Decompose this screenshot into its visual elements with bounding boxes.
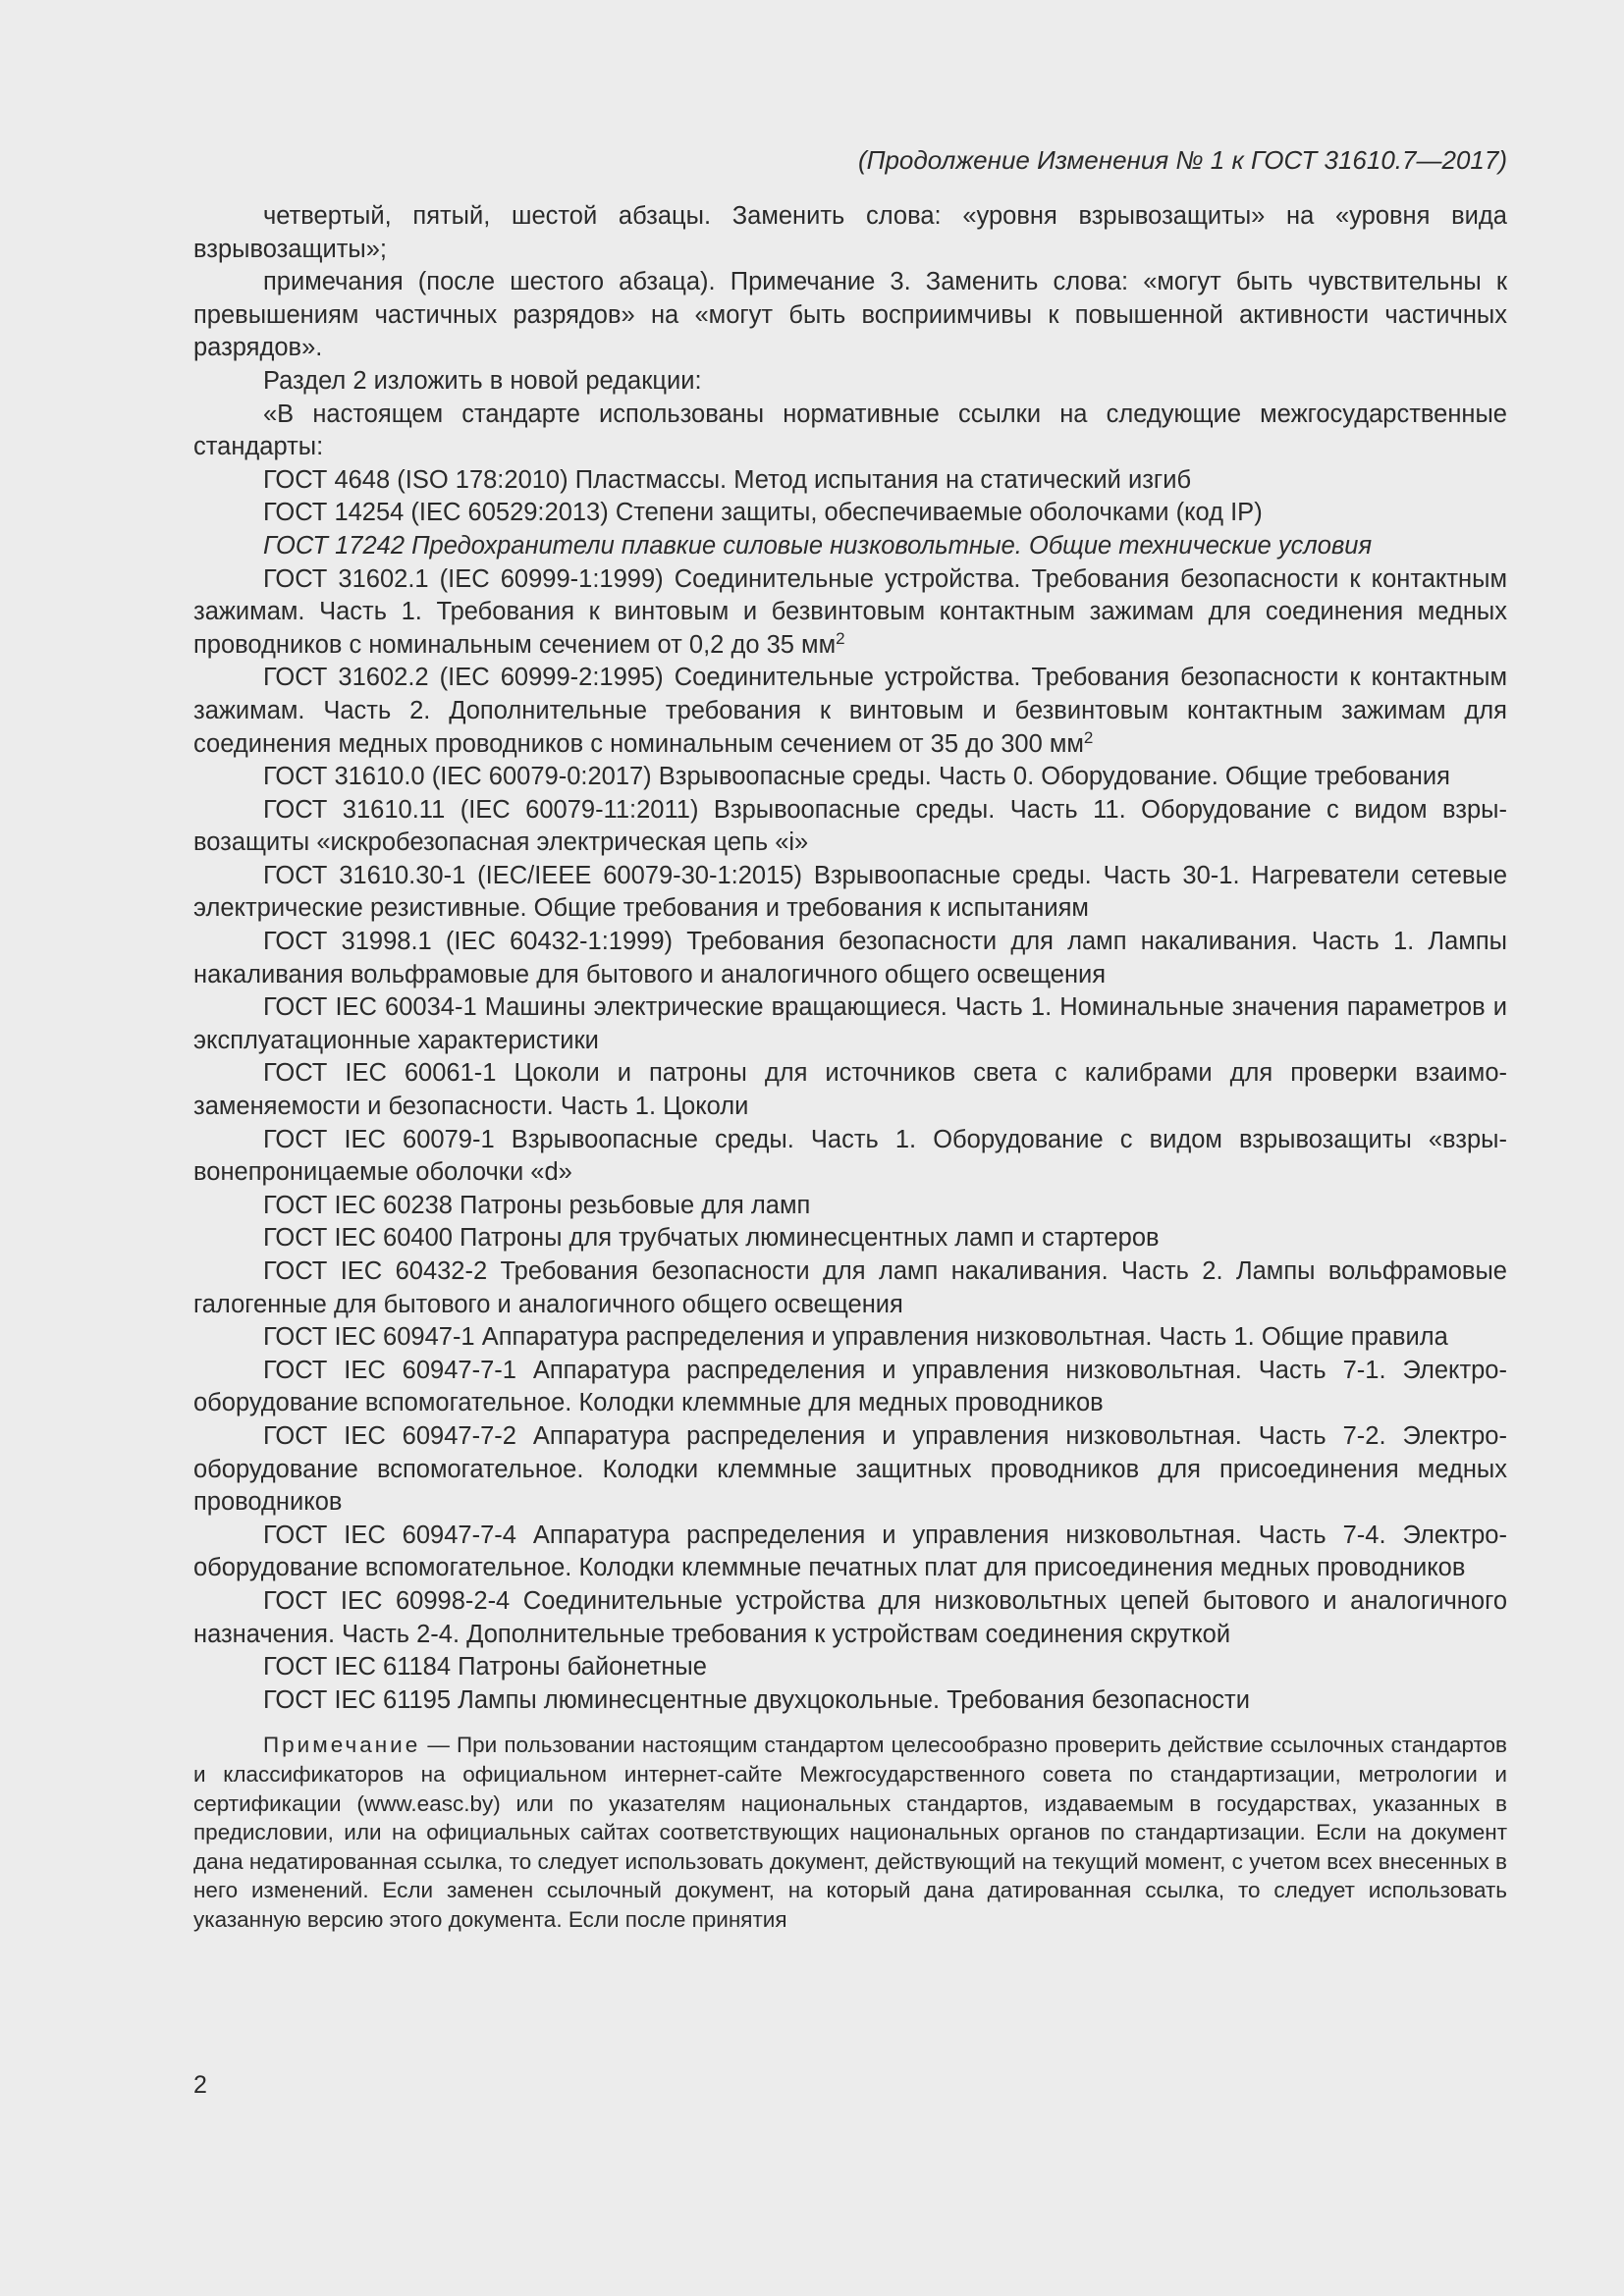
document-body bbox=[193, 200, 1507, 1717]
paragraph bbox=[193, 991, 1507, 1057]
paragraph bbox=[193, 200, 1507, 266]
paragraph-text: ГОСТ IEC 60432-2 Требования безопасности для ламп накаливания. Часть 2. Лампы вольфрамовые галогенные для бытового и аналогичного общего освещения bbox=[193, 1257, 1507, 1318]
note-text: — При пользовании настоящим стандартом целесообразно проверить действие ссылочных стандартов и классификаторов на официальном интернет-сайте Межгосударственного совета по стандартизации, метрологии и сертификации (www.easc.by) или по указателям национальных стандартов, издаваемым в государствах, указанных в предисловии, или на официальных сайтах соответствующих национальных органов по стандартизации. Если на документ дана недатированная ссылка, то следует использовать документ, действующий на текущий момент, с учетом всех внесенных в него изменений. Если заменен ссылочный документ, на который дана датированная ссылка, то следует использовать указанную версию этого документа. Если после принятия bbox=[193, 1733, 1507, 1932]
paragraph-text: ГОСТ 31998.1 (IEC 60432-1:1999) Требования безопасности для ламп накаливания. Часть 1. Лампы накаливания вольфрамовые для бытового и аналогичного общего освещения bbox=[193, 928, 1507, 988]
paragraph bbox=[193, 530, 1507, 563]
paragraph bbox=[193, 365, 1507, 399]
paragraph bbox=[193, 1651, 1507, 1684]
paragraph bbox=[193, 464, 1507, 498]
document-page bbox=[193, 143, 1507, 1934]
paragraph bbox=[193, 860, 1507, 926]
superscript: 2 bbox=[1083, 727, 1094, 747]
paragraph bbox=[193, 1684, 1507, 1718]
paragraph bbox=[193, 1321, 1507, 1355]
paragraph bbox=[193, 1057, 1507, 1123]
paragraph-text: ГОСТ IEC 60061-1 Цоколи и патроны для источников света с калибрами для проверки взаимозаменяемости и безопасности. Часть 1. Цоколи bbox=[193, 1059, 1507, 1121]
paragraph-text: ГОСТ IEC 60947-1 Аппаратура распределения и управления низковольтная. Часть 1. Общие правила bbox=[263, 1323, 1448, 1352]
paragraph bbox=[193, 794, 1507, 860]
paragraph-text: ГОСТ IEC 60947-7-2 Аппаратура распределения и управления низковольтная. Часть 7-2. Электрооборудование вспомогательное. Колодки клеммные защитных проводников для присоединения медных проводников bbox=[193, 1421, 1507, 1517]
paragraph-text: ГОСТ IEC 60998-2-4 Соединительные устройства для низковольтных цепей бытового и аналогичного назначения. Часть 2-4. Дополнительные требования к устройствам соединения скруткой bbox=[193, 1586, 1507, 1648]
paragraph-text: ГОСТ IEC 61184 Патроны байонетные bbox=[263, 1653, 707, 1682]
paragraph-text: ГОСТ 31610.0 (IEC 60079-0:2017) Взрывоопасные среды. Часть 0. Оборудование. Общие требования bbox=[263, 763, 1450, 791]
paragraph-text: ГОСТ 31610.30-1 (IEC/IEEE 60079-30-1:2015) Взрывоопасные среды. Часть 30-1. Нагреватели сетевые электрические резистивные. Общие требования и требования к испытаниям bbox=[193, 861, 1507, 923]
paragraph-text: ГОСТ 14254 (IEC 60529:2013) Степени защиты, обеспечиваемые оболочками (код IP) bbox=[263, 499, 1263, 527]
paragraph-text: ГОСТ IEC 60947-7-1 Аппаратура распределения и управления низковольтная. Часть 7-1. Электрооборудование вспомогательное. Колодки клеммные для медных проводников bbox=[193, 1356, 1507, 1417]
paragraph bbox=[193, 761, 1507, 794]
paragraph-text: ГОСТ IEC 60079-1 Взрывоопасные среды. Часть 1. Оборудование с видом взрывозащиты «взрывонепроницаемые оболочки «d» bbox=[193, 1125, 1507, 1187]
paragraph-text: ГОСТ IEC 60238 Патроны резьбовые для ламп bbox=[263, 1191, 811, 1219]
reference-note bbox=[193, 1731, 1507, 1934]
running-head: (Продолжение Изменения № 1 к ГОСТ 31610.7—2017) bbox=[857, 145, 1507, 175]
paragraph-text: примечания (после шестого абзаца). Примечание 3. Заменить слова: «могут быть чувствительны к превышениям частичных разрядов» на «могут быть восприимчивы к повышенной активности частичных разрядов». bbox=[193, 268, 1507, 362]
paragraph-text: ГОСТ IEC 60400 Патроны для трубчатых люминесцентных ламп и стартеров bbox=[263, 1224, 1160, 1253]
paragraph bbox=[193, 662, 1507, 761]
paragraph bbox=[193, 1124, 1507, 1190]
paragraph-text: ГОСТ 31610.11 (IEC 60079-11:2011) Взрывоопасные среды. Часть 11. Оборудование с видом взрывозащиты «искробезопасная электрическая цепь «i» bbox=[193, 795, 1507, 857]
paragraph-text: ГОСТ IEC 60034-1 Машины электрические вращающиеся. Часть 1. Номинальные значения параметров и эксплуатационные характеристики bbox=[193, 993, 1507, 1054]
paragraph bbox=[193, 1420, 1507, 1520]
paragraph bbox=[193, 1520, 1507, 1585]
paragraph bbox=[193, 266, 1507, 365]
paragraph-text: ГОСТ 31602.2 (IEC 60999-2:1995) Соединительные устройства. Требования безопасности к контактным зажимам. Часть 2. Дополнительные требования к винтовым и безвинтовым контактным зажимам для соединения медных проводников с номинальным сечением от 35 до 300 мм bbox=[193, 664, 1507, 758]
paragraph-text: ГОСТ 31602.1 (IEC 60999-1:1999) Соединительные устройства. Требования безопасности к контактным зажимам. Часть 1. Требования к винтовым и безвинтовым контактным зажимам для соединения медных проводников с номинальным сечением от 0,2 до 35 мм bbox=[193, 564, 1507, 659]
paragraph bbox=[193, 497, 1507, 530]
paragraph-text: Раздел 2 изложить в новой редакции: bbox=[263, 366, 702, 395]
note-label: Примечание bbox=[263, 1733, 421, 1758]
paragraph-text: ГОСТ IEC 61195 Лампы люминесцентные двухцокольные. Требования безопасности bbox=[263, 1685, 1250, 1714]
paragraph-text: ГОСТ 17242 Предохранители плавкие силовые низковольтные. Общие технические условия bbox=[263, 531, 1373, 560]
paragraph bbox=[193, 399, 1507, 464]
superscript: 2 bbox=[836, 628, 845, 648]
paragraph bbox=[193, 1255, 1507, 1321]
paragraph bbox=[193, 1355, 1507, 1420]
paragraph-text: ГОСТ IEC 60947-7-4 Аппаратура распределения и управления низковольтная. Часть 7-4. Электрооборудование вспомогательное. Колодки клеммные печатных плат для присоединения медных проводников bbox=[193, 1521, 1507, 1582]
page-number: 2 bbox=[193, 2071, 207, 2099]
paragraph bbox=[193, 1585, 1507, 1651]
paragraph-text: «В настоящем стандарте использованы нормативные ссылки на следующие межгосударственные стандарты: bbox=[193, 400, 1507, 461]
paragraph bbox=[193, 1190, 1507, 1223]
paragraph-text: ГОСТ 4648 (ISO 178:2010) Пластмассы. Метод испытания на статический изгиб bbox=[263, 465, 1192, 494]
paragraph bbox=[193, 1222, 1507, 1255]
paragraph-text: четвертый, пятый, шестой абзацы. Заменить слова: «уровня взрывозащиты» на «уровня вида взрывозащиты»; bbox=[193, 202, 1507, 263]
paragraph bbox=[193, 926, 1507, 991]
paragraph bbox=[193, 563, 1507, 663]
